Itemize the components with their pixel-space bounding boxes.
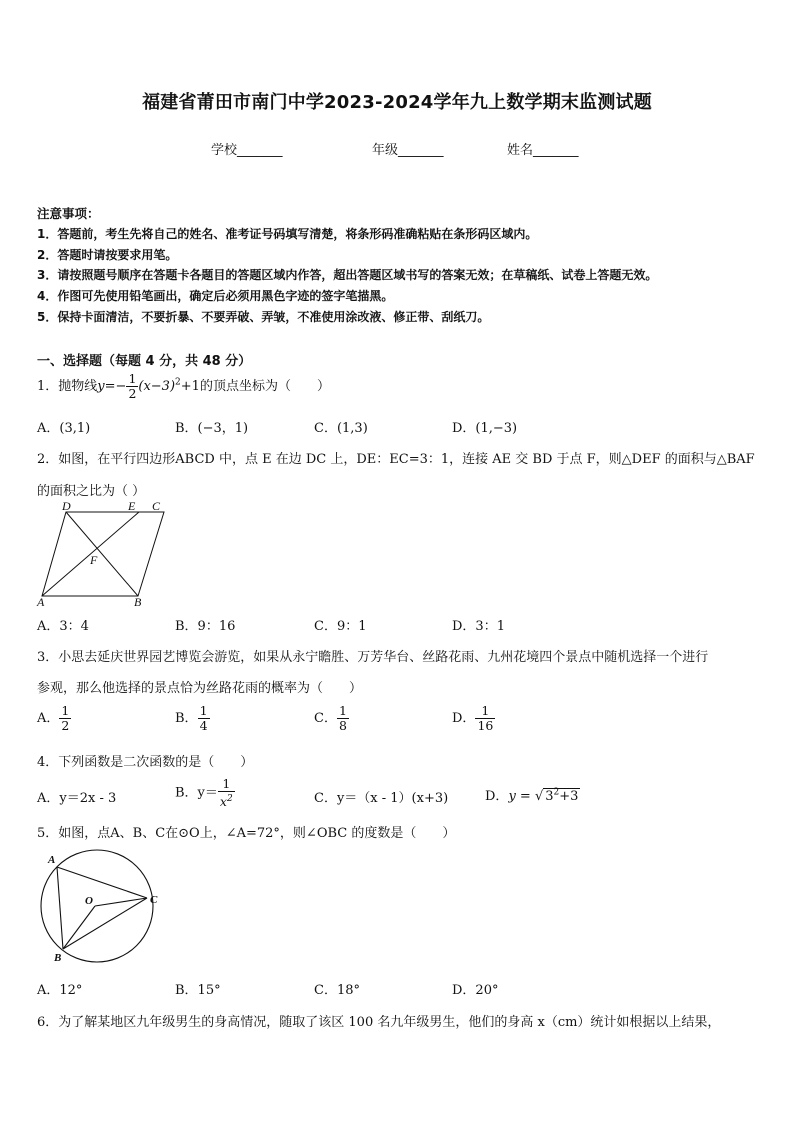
q1-sup: 2 bbox=[175, 377, 181, 388]
q5-option-c[interactable]: C．18° bbox=[314, 983, 360, 998]
q4-d-sup: 2 bbox=[553, 787, 560, 798]
q4-option-b-fraction bbox=[218, 777, 235, 809]
question-4-stem: 4．下列函数是二次函数的是（ ） bbox=[37, 755, 254, 770]
q1-option-a[interactable]: A．(3,1) bbox=[37, 421, 91, 436]
q1-option-d[interactable]: D．(1,−3) bbox=[452, 421, 518, 436]
q4-d-root: 3 bbox=[545, 789, 554, 804]
q2-option-d[interactable]: D．3：1 bbox=[452, 619, 505, 634]
q3-a-num: 1 bbox=[61, 703, 70, 718]
q3-b-den: 4 bbox=[199, 718, 208, 733]
label-f: F bbox=[90, 553, 98, 567]
section-heading: 一、选择题（每题 4 分，共 48 分） bbox=[37, 354, 252, 369]
label-o: O bbox=[85, 895, 93, 907]
segment-ab bbox=[57, 867, 63, 949]
note-item: 3．请按照题号顺序在答题卡各题目的答题区域内作答，超出答题区域书写的答案无效；在草稿纸、试卷上答题无效。 bbox=[37, 268, 658, 282]
q3-option-b-fraction bbox=[198, 704, 210, 733]
q1-option-c[interactable]: C．(1,3) bbox=[314, 421, 368, 436]
q4-b-den bbox=[218, 792, 235, 809]
label-e: E bbox=[128, 500, 136, 513]
q3-option-d-fraction bbox=[475, 704, 495, 733]
label-a: A bbox=[48, 854, 56, 866]
notes-heading: 注意事项： bbox=[37, 206, 100, 221]
q3-option-c-label: C． bbox=[314, 711, 337, 726]
label-d: D bbox=[62, 500, 71, 513]
q2-option-a[interactable]: A．3：4 bbox=[37, 619, 89, 634]
q3-option-c-fraction bbox=[337, 704, 349, 733]
circle-figure bbox=[33, 848, 163, 970]
q4-d-y: y bbox=[508, 789, 516, 804]
q5-option-a[interactable]: A．12° bbox=[37, 983, 83, 998]
q3-option-a-label: A． bbox=[37, 711, 60, 726]
q3-option-c[interactable] bbox=[314, 704, 349, 733]
q4-option-b-label: B．y＝ bbox=[175, 785, 218, 801]
question-3-line1: 3．小思去延庆世界园艺博览会游览，如果从永宁瞻胜、万芳华台、丝路花雨、九州花境四个景点中随机选择一个进行 bbox=[37, 650, 709, 665]
segment-oc bbox=[95, 898, 147, 906]
question-2-line1: 2．如图，在平行四边形ABCD 中，点 E 在边 DC 上，DE：EC=3：1，连接 AE 交 BD 于点 F，则△DEF 的面积与△BAF bbox=[37, 452, 755, 467]
q3-d-den: 16 bbox=[477, 718, 494, 733]
q4-option-b[interactable] bbox=[175, 777, 235, 809]
q1-frac-num: 1 bbox=[128, 371, 137, 386]
q4-option-a[interactable]: A．y＝2x - 3 bbox=[37, 791, 117, 806]
page-title: 福建省莆田市南门中学2023-2024学年九上数学期末监测试题 bbox=[142, 92, 652, 113]
note-item: 2．答题时请按要求用笔。 bbox=[37, 248, 178, 262]
parallelogram-figure bbox=[30, 500, 170, 608]
q3-option-a[interactable] bbox=[37, 704, 71, 733]
q4-d-plus: +3 bbox=[559, 789, 579, 804]
q1-eq: =− bbox=[104, 379, 127, 394]
q4-b-den-var: x bbox=[219, 794, 227, 810]
q1-y: y bbox=[97, 379, 105, 394]
q4-d-radicand bbox=[543, 788, 580, 804]
parallelogram-abcd bbox=[42, 512, 164, 596]
name-field: 姓名_______ bbox=[507, 143, 579, 158]
q1-frac-den: 2 bbox=[128, 386, 137, 401]
segment-bd bbox=[66, 512, 138, 596]
q1-plus: +1 bbox=[180, 379, 200, 394]
segment-ac bbox=[57, 867, 147, 898]
label-c: C bbox=[150, 894, 158, 906]
question-1-stem bbox=[37, 372, 330, 401]
q3-c-num: 1 bbox=[338, 703, 347, 718]
q3-a-den: 2 bbox=[61, 718, 70, 733]
q4-option-d[interactable]: D．y = √ $3^2+3$ bbox=[485, 787, 579, 804]
label-c: C bbox=[152, 500, 161, 513]
q3-option-d[interactable] bbox=[452, 704, 495, 733]
question-5-stem: 5．如图，点A、B、C在⊙O上，∠A=72°，则∠OBC 的度数是（ ） bbox=[37, 826, 456, 841]
segment-bc bbox=[63, 898, 147, 949]
label-b: B bbox=[134, 595, 142, 608]
q1-suffix: 的顶点坐标为（ ） bbox=[199, 379, 330, 394]
q4-option-c[interactable]: C．y＝（x - 1）(x+3) bbox=[314, 791, 449, 806]
question-3-line2: 参观，那么他选择的景点恰为丝路花雨的概率为（ ） bbox=[37, 681, 363, 696]
q4-d-eq: = bbox=[515, 789, 535, 804]
q1-option-b[interactable]: B．(−3，1) bbox=[175, 421, 249, 436]
segment-ob bbox=[63, 906, 95, 949]
q5-option-b[interactable]: B．15° bbox=[175, 983, 221, 998]
grade-field: 年级_______ bbox=[372, 143, 444, 158]
question-6-line1: 6．为了解某地区九年级男生的身高情况，随取了该区 100 名九年级男生，他们的身高 x（cm）统计如根据以上结果， bbox=[37, 1015, 721, 1030]
note-item: 4．作图可先使用铅笔画出，确定后必须用黑色字迹的签字笔描黑。 bbox=[37, 289, 394, 303]
q1-fraction bbox=[126, 372, 138, 401]
q2-option-c[interactable]: C．9：1 bbox=[314, 619, 367, 634]
question-2-line2: 的面积之比为（ ） bbox=[37, 484, 146, 499]
note-item: 1．答题前，考生先将自己的姓名、准考证号码填写清楚，将条形码准确粘贴在条形码区域内。 bbox=[37, 227, 538, 241]
q3-option-d-label: D． bbox=[452, 711, 476, 726]
q5-option-d[interactable]: D．20° bbox=[452, 983, 499, 998]
q1-prefix: 1．抛物线 bbox=[37, 379, 98, 394]
q3-b-num: 1 bbox=[199, 703, 208, 718]
q3-option-a-fraction bbox=[59, 704, 71, 733]
label-b: B bbox=[54, 952, 62, 964]
q3-option-b-label: B． bbox=[175, 711, 198, 726]
q4-b-num: 1 bbox=[218, 777, 235, 792]
q2-option-b[interactable]: B．9：16 bbox=[175, 619, 236, 634]
label-a: A bbox=[37, 595, 45, 608]
q4-b-den-sup: 2 bbox=[226, 794, 233, 804]
note-item: 5．保持卡面清洁，不要折暴、不要弄破、弄皱，不准使用涂改液、修正带、刮纸刀。 bbox=[37, 310, 490, 324]
q3-option-b[interactable] bbox=[175, 704, 210, 733]
q3-d-num: 1 bbox=[475, 704, 495, 719]
q3-c-den: 8 bbox=[338, 718, 347, 733]
q4-option-d-label: D． bbox=[485, 789, 509, 804]
school-field: 学校_______ bbox=[211, 143, 283, 158]
q1-expr: (x−3) bbox=[138, 379, 176, 394]
